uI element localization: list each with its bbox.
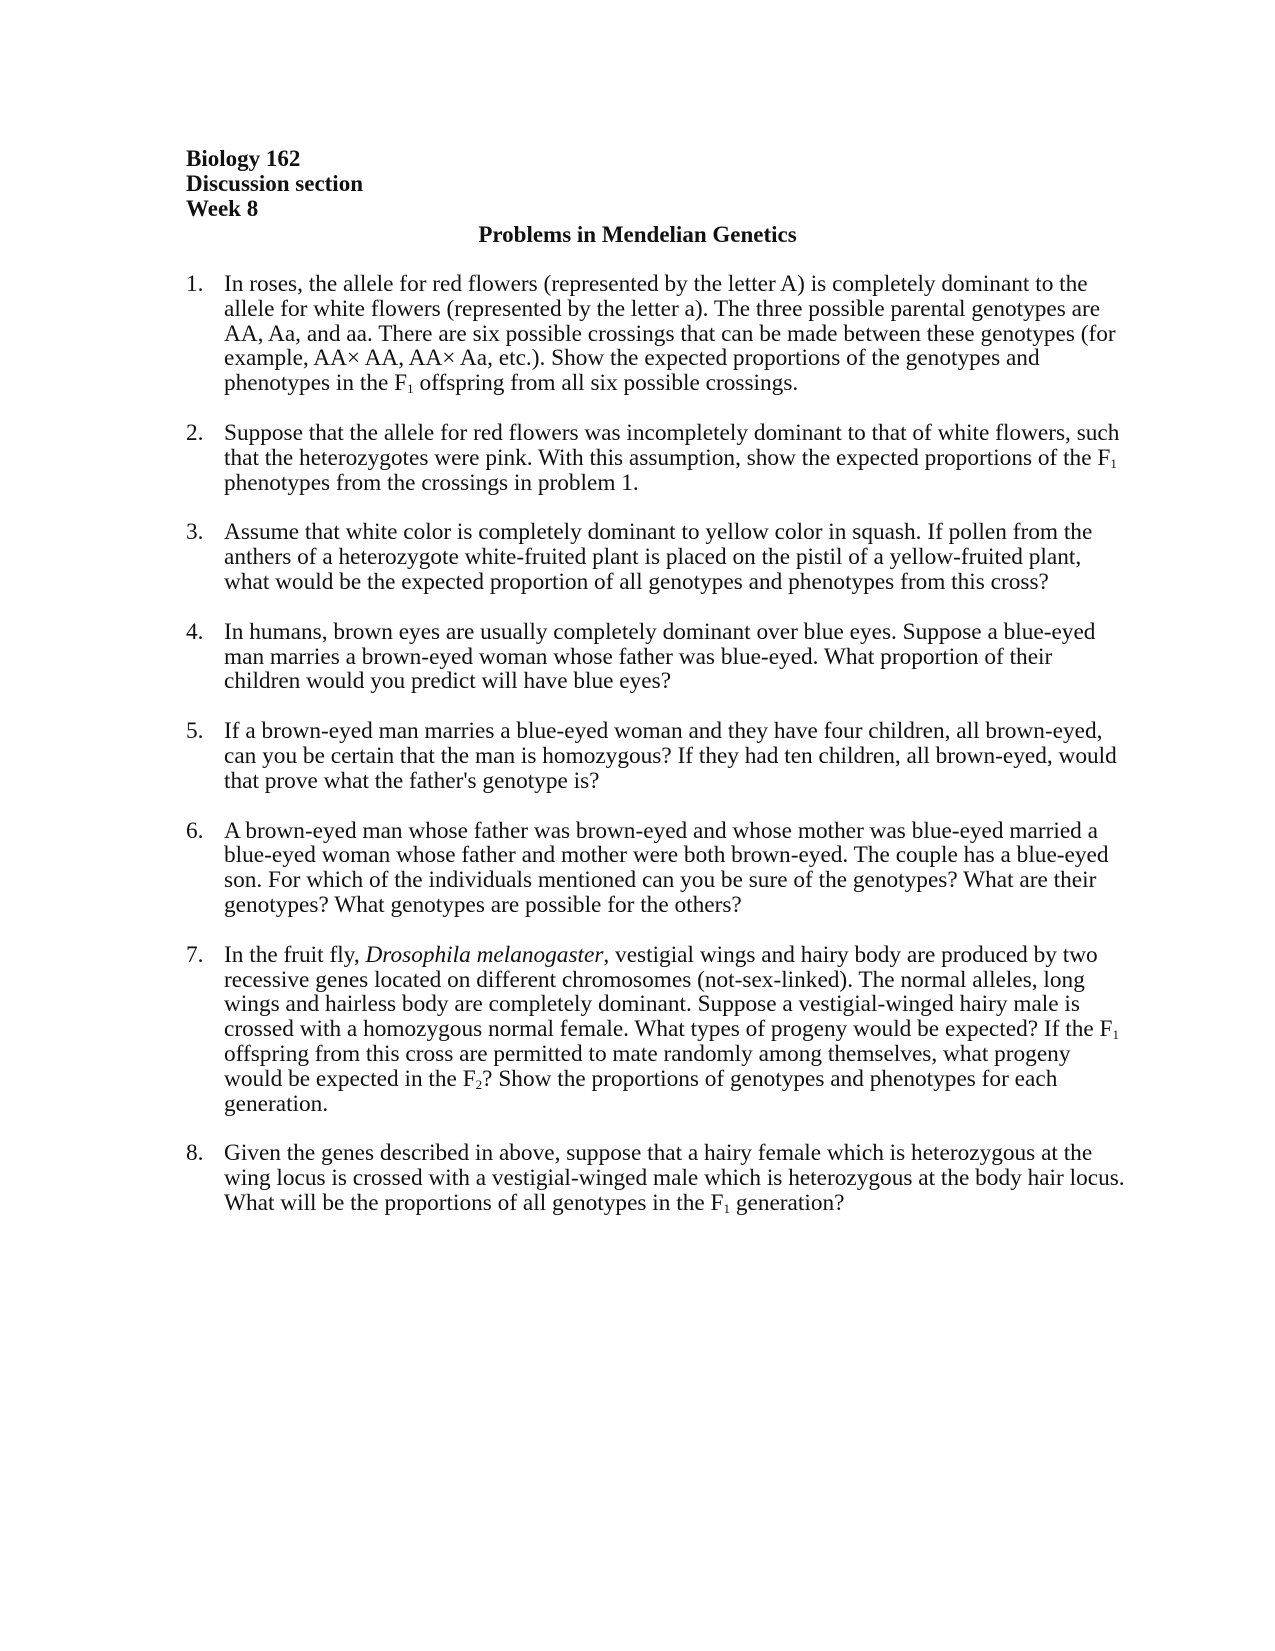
subscript: 1 — [1112, 1027, 1119, 1043]
problem-number: 7. — [186, 941, 204, 968]
problem-number: 5. — [186, 718, 204, 745]
problem-text-part: In humans, brown eyes are usually completely dominant over blue eyes. Suppose a blue-eyed man marries a brown-eyed woman whose father was blue-eyed. What proportion of their children would you predict will have blue eyes? — [224, 618, 1096, 695]
problem-number: 8. — [186, 1140, 204, 1167]
problem-number: 6. — [186, 817, 204, 844]
problem-text-part: Suppose that the allele for red flowers was incompletely dominant to that of white flowers, such that the heterozygotes were pink. With this assumption, show the expected proportions of the F — [224, 419, 1120, 471]
subscript: 2 — [475, 1076, 483, 1092]
section-name: Discussion section — [186, 171, 363, 196]
problem-text-part: , vestigial wings and hairy body are produced by two recessive genes located on different chromosomes (not-sex-linked). The normal alleles, long wings and hairless body are completely dominant. Suppose a vestigial-winged hairy male is crossed with a homozygous normal female. What types of progeny would be expected? If the F — [224, 941, 1113, 1043]
problem-text — [224, 719, 1126, 793]
problem-number: 4. — [186, 618, 204, 645]
problem-number: 2. — [186, 419, 204, 446]
subscript: 1 — [407, 381, 414, 397]
page-title — [0, 222, 1275, 247]
problem-5 — [186, 719, 1126, 793]
course-name: Biology 162 — [186, 146, 301, 171]
page-title-text: Problems in Mendelian Genetics — [478, 222, 797, 247]
subscript: 1 — [723, 1200, 730, 1216]
problem-text — [224, 1141, 1126, 1215]
problem-text — [224, 272, 1126, 396]
subscript: 1 — [1110, 455, 1117, 471]
problem-text-part: A brown-eyed man whose father was brown-eyed and whose mother was blue-eyed married a blue-eyed woman whose father and mother were both brown-eyed. The couple has a blue-eyed son. For which of the individuals mentioned can you be sure of the genotypes? What are their genotypes? What genotypes are possible for the others? — [224, 817, 1109, 918]
problem-8 — [186, 1141, 1126, 1215]
problem-text-part: ? Show the proportions of genotypes and phenotypes for each generation. — [224, 1065, 1058, 1117]
problem-text — [224, 620, 1126, 694]
problem-text — [224, 819, 1126, 918]
problem-text-part: generation? — [730, 1189, 845, 1216]
problem-text-part: If a brown-eyed man marries a blue-eyed woman and they have four children, all brown-eyed, can you be certain that the man is homozygous? If they had ten children, all brown-eyed, would that prove what the father's genotype is? — [224, 718, 1117, 794]
problem-text — [224, 943, 1126, 1117]
problem-text — [224, 520, 1126, 594]
problem-6 — [186, 819, 1126, 918]
problem-text-part: In the fruit fly, — [224, 941, 366, 968]
problem-1 — [186, 272, 1126, 396]
problem-text-part: offspring from all six possible crossings. — [413, 370, 799, 397]
problem-4 — [186, 620, 1126, 694]
problem-text-part: In roses, the allele for red flowers (represented by the letter A) is completely dominant to the allele for white flowers (represented by the letter a). The three possible parental genotypes are AA, Aa, and aa. There are six possible crossings that can be made between these genotypes (for example, AA× AA, AA× Aa, etc.). Show the expected proportions of the genotypes and phenotypes in the F — [224, 271, 1116, 397]
problem-text-part: phenotypes from the crossings in problem 1. — [224, 469, 639, 496]
problem-7 — [186, 943, 1126, 1117]
species-name: Drosophila melanogaster — [365, 941, 604, 968]
week-label: Week 8 — [186, 196, 259, 221]
problem-number: 3. — [186, 519, 204, 546]
document-header — [186, 146, 363, 221]
problem-text-part: offspring from this cross are permitted to mate randomly among themselves, what progeny would be expected in the F — [224, 1040, 1071, 1092]
problem-text — [224, 421, 1126, 495]
problem-list — [186, 272, 1126, 1241]
problem-number: 1. — [186, 271, 204, 297]
problem-3 — [186, 520, 1126, 594]
problem-2 — [186, 421, 1126, 495]
problem-text-part: Given the genes described in above, suppose that a hairy female which is heterozygous at the wing locus is crossed with a vestigial-winged male which is heterozygous at the body hair locus. What will be the proportions of all genotypes in the F — [224, 1140, 1125, 1216]
problem-text-part: Assume that white color is completely dominant to yellow color in squash. If pollen from the anthers of a heterozygote white-fruited plant is placed on the pistil of a yellow-fruited plant, what would be the expected proportion of all genotypes and phenotypes from this cross? — [224, 519, 1093, 595]
